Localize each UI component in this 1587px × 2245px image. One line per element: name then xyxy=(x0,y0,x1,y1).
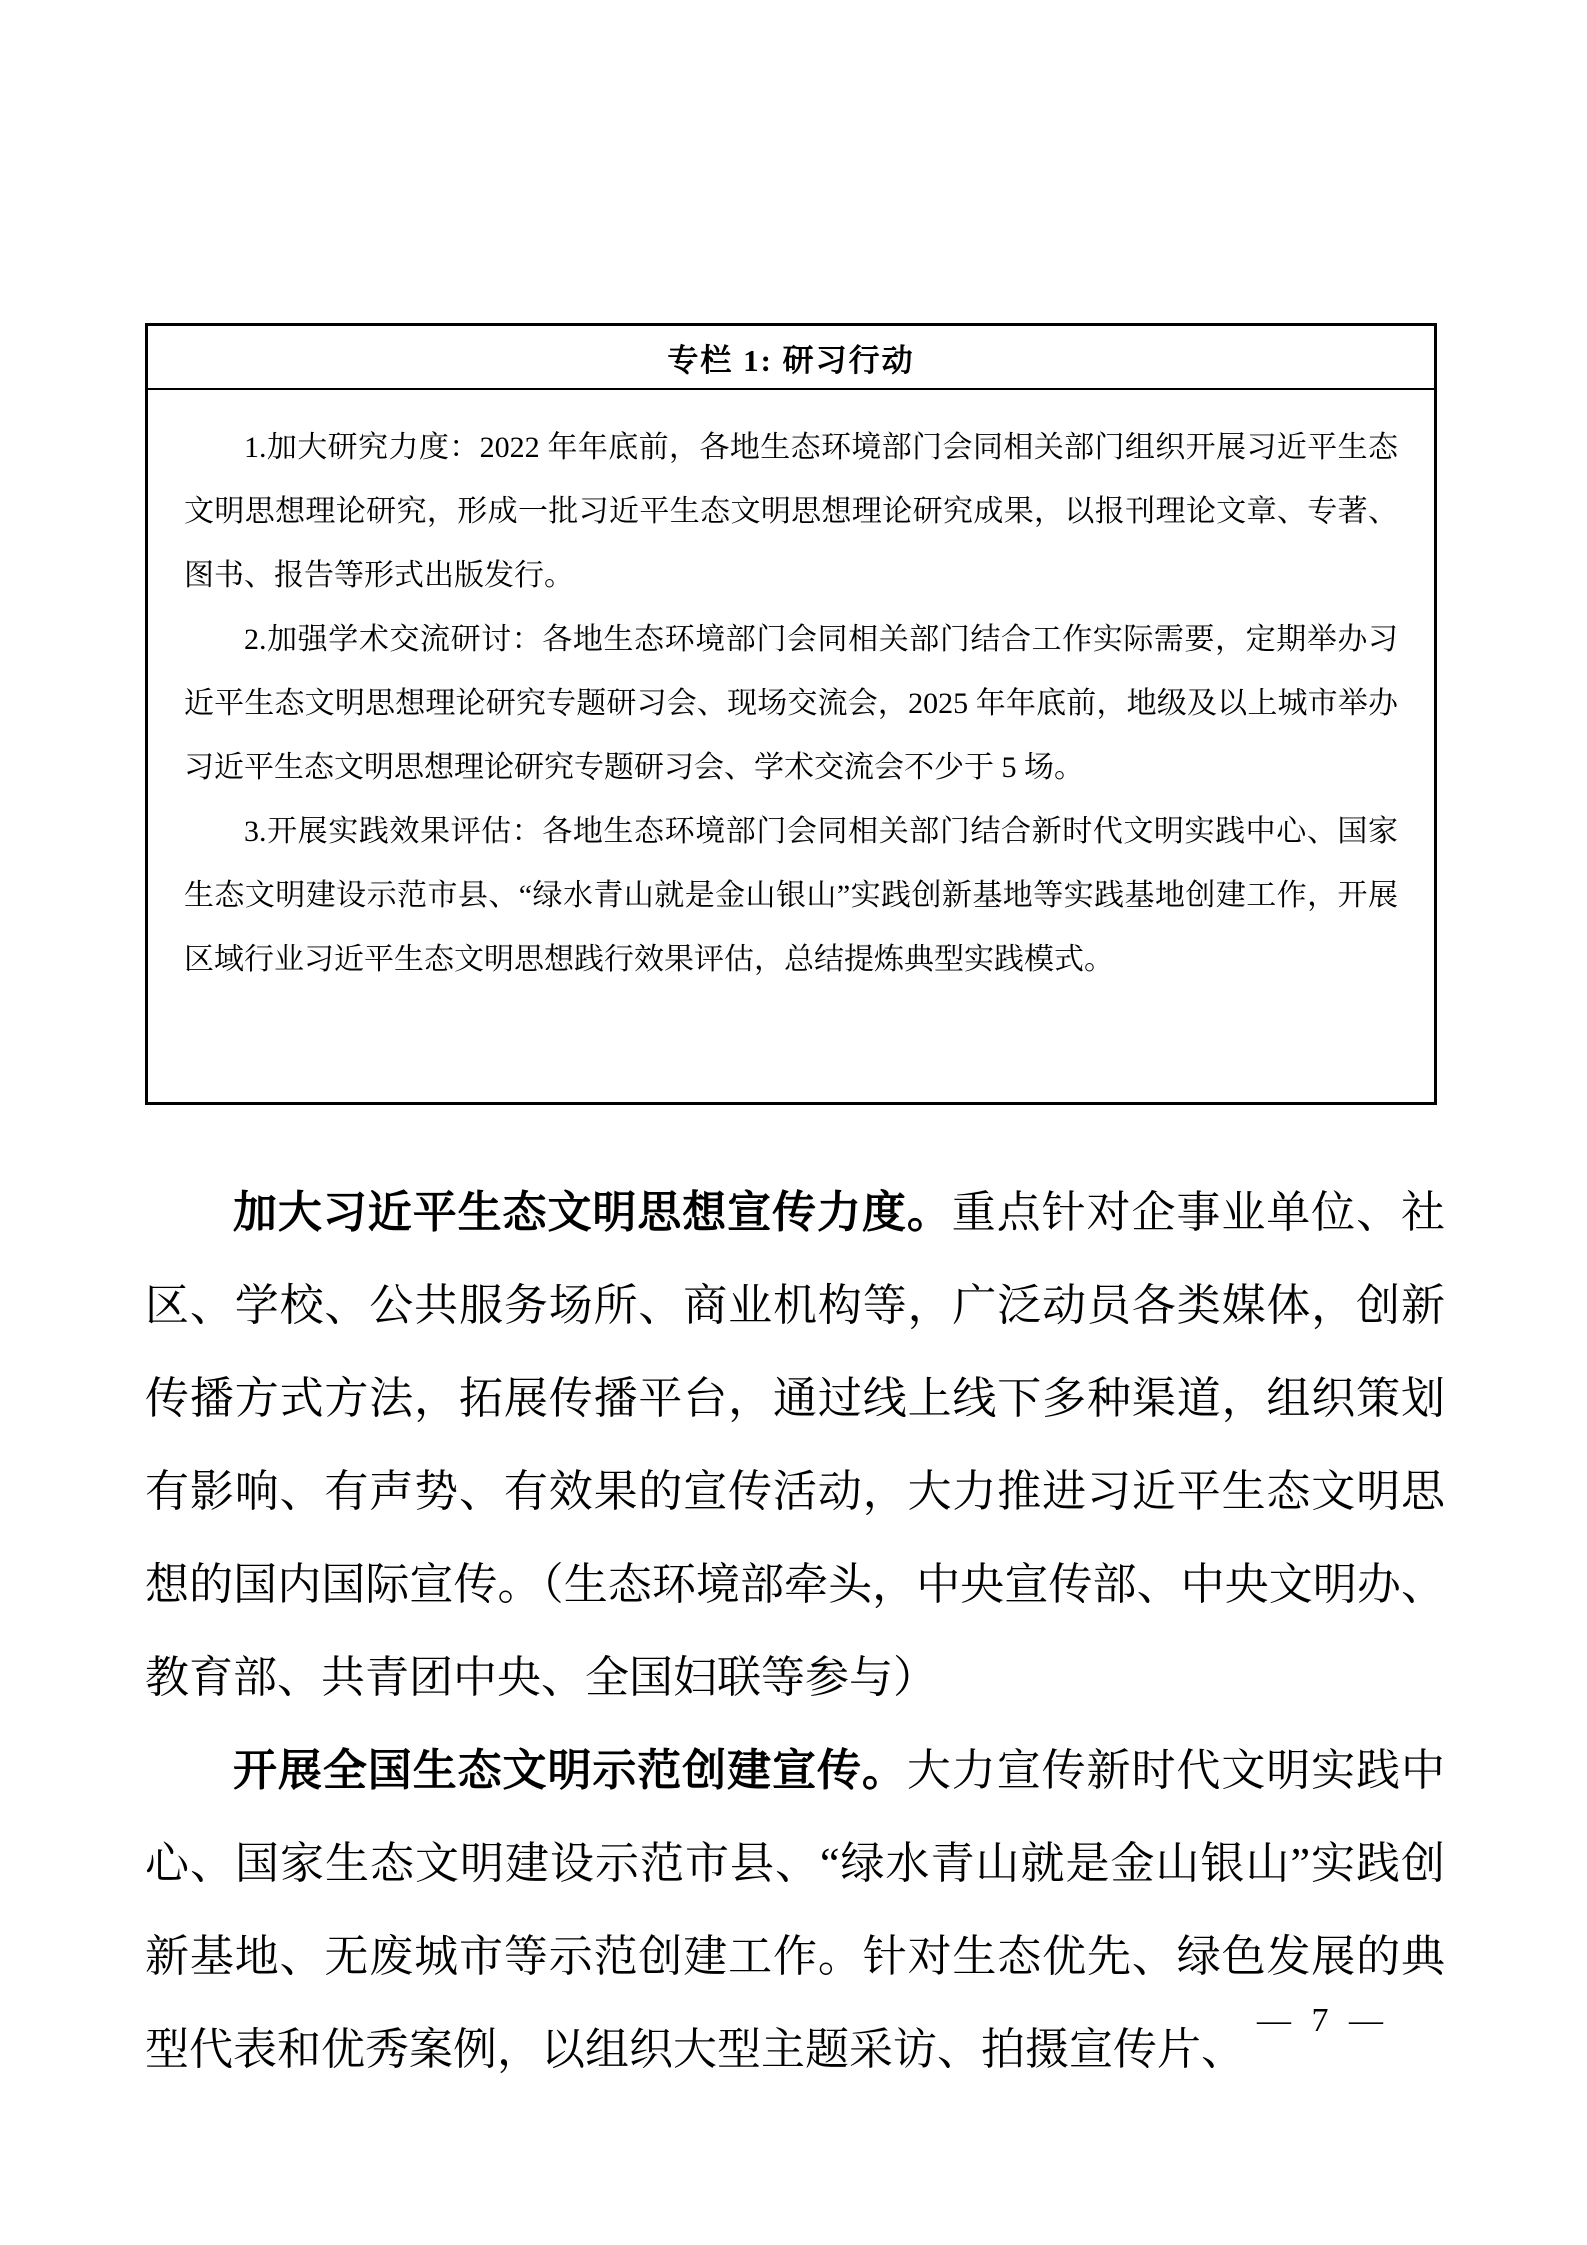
page-number: — 7 — xyxy=(1257,2002,1389,2039)
body-paragraph-2 xyxy=(145,1724,1445,2096)
body-paragraph-1 xyxy=(145,1166,1445,1724)
paragraph-2-lead: 开展全国生态文明示范创建宣传。 xyxy=(233,1746,907,1795)
column-box-item-3: 3.开展实践效果评估：各地生态环境部门会同相关部门结合新时代文明实践中心、国家生态文明建设示范市县、“绿水青山就是金山银山”实践创新基地等实践基地创建工作，开展区域行业习近平生态文明思想践行效果评估，总结提炼典型实践模式。 xyxy=(184,815,1398,976)
paragraph-1-text: 重点针对企事业单位、社区、学校、公共服务场所、商业机构等，广泛动员各类媒体，创新传播方式方法，拓展传播平台，通过线上线下多种渠道，组织策划有影响、有声势、有效果的宣传活动，大力推进习近平生态文明思想的国内国际宣传。（生态环境部牵头，中央宣传部、中央文明办、教育部、共青团中央、全国妇联等参与） xyxy=(145,1188,1446,1702)
column-box-item-1: 1.加大研究力度：2022 年年底前，各地生态环境部门会同相关部门组织开展习近平生态文明思想理论研究，形成一批习近平生态文明思想理论研究成果，以报刊理论文章、专著、图书、报告等形式出版发行。 xyxy=(184,431,1398,592)
paragraph-1-lead: 加大习近平生态文明思想宣传力度。 xyxy=(233,1188,952,1237)
column-box-title: 专栏 1: 研习行动 xyxy=(148,326,1434,390)
column-box-body xyxy=(148,390,1434,992)
paragraph-2-text: 大力宣传新时代文明实践中心、国家生态文明建设示范市县、“绿水青山就是金山银山”实践创新基地、无废城市等示范创建工作。针对生态优先、绿色发展的典型代表和优秀案例，以组织大型主题采访、拍摄宣传片、 xyxy=(145,1746,1446,2074)
column-box xyxy=(145,323,1437,1105)
column-box-item-2: 2.加强学术交流研讨：各地生态环境部门会同相关部门结合工作实际需要，定期举办习近平生态文明思想理论研究专题研习会、现场交流会，2025 年年底前，地级及以上城市举办习近平生态文明思想理论研究专题研习会、学术交流会不少于 5 场。 xyxy=(184,623,1398,784)
document-body xyxy=(145,1166,1445,2096)
